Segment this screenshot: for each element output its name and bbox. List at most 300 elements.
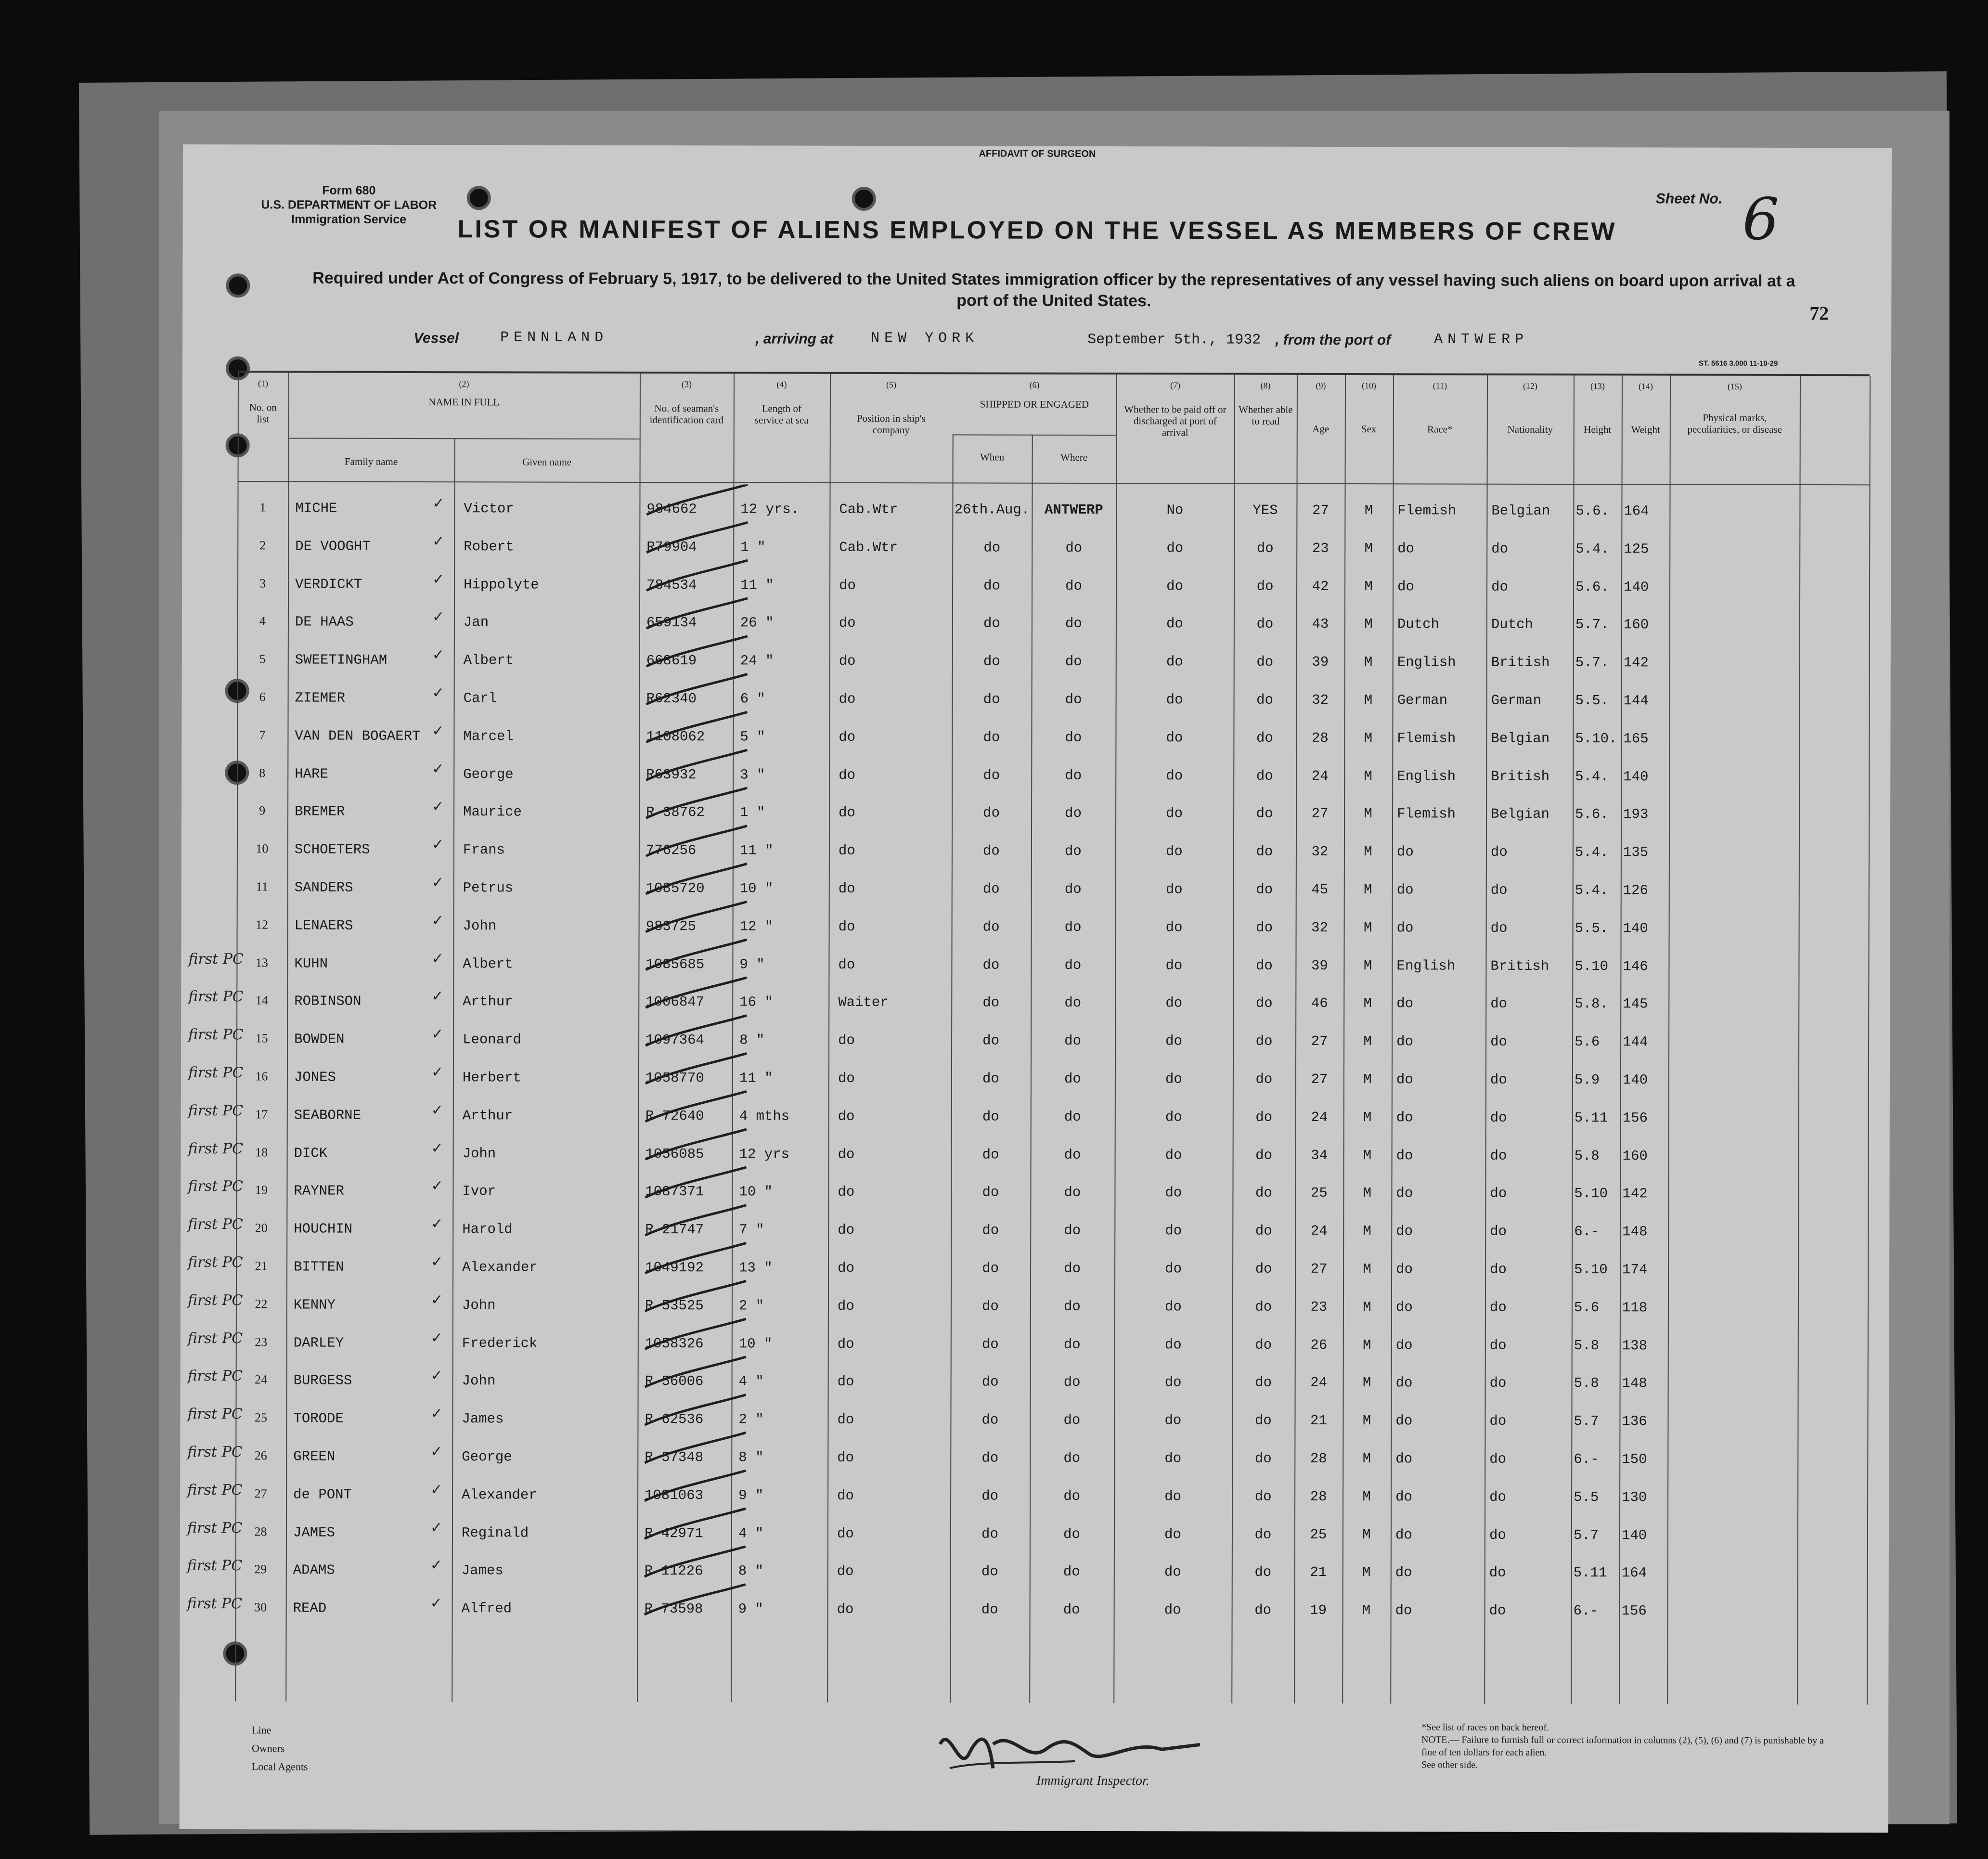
punch-hole <box>226 273 250 297</box>
height: 5.4. <box>1575 882 1609 899</box>
col-header-service: Length of service at sea <box>754 402 809 426</box>
col-num-1: (1) <box>258 378 268 388</box>
row-number: 9 <box>259 803 266 818</box>
row-number: 20 <box>255 1221 268 1235</box>
row-number: 26 <box>254 1448 267 1463</box>
weight: 136 <box>1622 1413 1647 1430</box>
col-header-weight: Weight <box>1631 424 1660 436</box>
able-to-read: do <box>1256 616 1274 633</box>
sex: M <box>1364 503 1373 519</box>
service-length: 8 " <box>738 1563 764 1579</box>
age: 25 <box>1310 1526 1327 1543</box>
weight: 126 <box>1623 882 1649 899</box>
weight: 148 <box>1622 1375 1647 1392</box>
age: 28 <box>1311 730 1329 746</box>
family-name: ROBINSON <box>294 993 361 1010</box>
family-name: KENNY <box>293 1297 336 1313</box>
age: 25 <box>1311 1185 1328 1201</box>
height: 5.11 <box>1573 1565 1607 1581</box>
nationality: do <box>1491 541 1509 557</box>
given-name: Arthur <box>463 994 513 1010</box>
weight: 130 <box>1622 1489 1647 1506</box>
height: 5.8 <box>1574 1375 1599 1392</box>
height: 5.10 <box>1575 958 1609 974</box>
nationality: do <box>1490 882 1508 898</box>
check-mark-icon: ✓ <box>431 1139 443 1157</box>
weight: 156 <box>1621 1603 1647 1619</box>
form-number: Form 680 <box>322 183 376 197</box>
able-to-read: do <box>1256 843 1273 860</box>
shipped-where: do <box>1063 1526 1080 1542</box>
family-name: GREEN <box>293 1448 336 1465</box>
nationality: British <box>1490 958 1549 974</box>
margin-note: first PC <box>188 1216 243 1233</box>
age: 28 <box>1310 1450 1327 1467</box>
col-num-8: (8) <box>1260 380 1271 390</box>
height: 5.11 <box>1574 1110 1608 1126</box>
position: do <box>839 691 856 707</box>
inspector-label: Immigrant Inspector. <box>1036 1773 1149 1789</box>
family-name: BURGESS <box>293 1372 352 1389</box>
col-num-13: (13) <box>1590 381 1605 391</box>
shipped-where: do <box>1064 843 1082 860</box>
age: 32 <box>1311 919 1329 936</box>
height: 5.8. <box>1575 996 1608 1012</box>
given-name: James <box>461 1562 503 1579</box>
shipped-when: do <box>982 957 1000 973</box>
position: Waiter <box>838 994 889 1011</box>
margin-note: first PC <box>188 1064 244 1082</box>
strike-mark <box>645 1053 747 1084</box>
position: do <box>839 805 855 821</box>
margin-note: first PC <box>187 1444 243 1461</box>
row-number: 23 <box>255 1334 268 1349</box>
age: 24 <box>1311 1109 1328 1125</box>
paid-off: No <box>1166 502 1184 518</box>
seaman-card-number: R 38762 <box>646 804 705 821</box>
strike-mark <box>645 1433 746 1466</box>
shipped-where: do <box>1063 1412 1081 1429</box>
able-to-read: do <box>1256 881 1273 898</box>
nationality: do <box>1489 1527 1506 1543</box>
able-to-read: do <box>1256 919 1273 936</box>
shipped-where: do <box>1065 578 1083 594</box>
race: do <box>1395 1564 1412 1581</box>
race: do <box>1396 1033 1413 1050</box>
paid-off: do <box>1164 1412 1182 1429</box>
nationality: do <box>1490 920 1508 936</box>
sex: M <box>1364 616 1373 633</box>
shipped-where: do <box>1065 654 1082 670</box>
service-length: 1 " <box>740 539 766 555</box>
from-port: ANTWERP <box>1434 331 1529 348</box>
family-name: LENAERS <box>294 917 353 934</box>
fine-note: NOTE.— Failure to furnish full or correct information in columns (2), (5), (6) and (7) is punishable by a fine of ten dollars for each alien. <box>1421 1734 1824 1758</box>
strike-mark <box>645 826 747 859</box>
height: 5.6 <box>1575 1034 1600 1050</box>
given-name: Reginald <box>461 1524 529 1541</box>
family-name: SCHOETERS <box>294 841 370 858</box>
service-length: 11 " <box>739 842 774 859</box>
check-mark-icon: ✓ <box>432 608 445 626</box>
able-to-read: do <box>1255 1109 1273 1125</box>
family-name: VERDICKT <box>295 576 362 593</box>
shipped-where: do <box>1063 1336 1081 1353</box>
shipped-when: do <box>981 1563 998 1580</box>
row-number: 30 <box>254 1600 267 1614</box>
check-mark-icon: ✓ <box>431 988 444 1005</box>
nationality: Dutch <box>1491 617 1533 633</box>
col-num-5: (5) <box>886 380 896 390</box>
strike-mark <box>645 1205 746 1235</box>
age: 24 <box>1310 1375 1328 1391</box>
height: 5.4. <box>1575 844 1609 861</box>
seaman-card-number: R 42971 <box>644 1525 703 1541</box>
shipped-when: do <box>982 1033 1000 1049</box>
shipped-when: do <box>983 578 1001 594</box>
row-number: 25 <box>254 1410 267 1425</box>
seaman-card-number: R79904 <box>646 539 697 555</box>
punch-hole <box>467 186 491 210</box>
shipped-where: ANTWERP <box>1044 502 1103 518</box>
row-number: 8 <box>259 765 266 780</box>
shipped-where: do <box>1064 995 1082 1011</box>
row-number: 11 <box>256 879 268 894</box>
header-rule <box>288 438 640 439</box>
service-length: 9 " <box>738 1601 763 1617</box>
service-length: 4 " <box>738 1525 764 1542</box>
seaman-card-number: 1058326 <box>645 1335 704 1352</box>
position: do <box>838 1033 855 1049</box>
age: 21 <box>1310 1564 1327 1581</box>
age: 46 <box>1311 995 1328 1012</box>
col-num-15: (15) <box>1727 381 1742 391</box>
shipped-when: do <box>983 805 1000 821</box>
row-number: 2 <box>259 538 266 553</box>
seaman-card-number: R62340 <box>646 691 697 707</box>
col-header-height: Height <box>1584 424 1612 436</box>
nationality: do <box>1490 1033 1507 1050</box>
seaman-card-number: 659134 <box>646 615 697 631</box>
service-length: 8 " <box>739 1032 765 1048</box>
position: do <box>837 1449 854 1466</box>
able-to-read: do <box>1255 1261 1272 1277</box>
page-number: 72 <box>1809 302 1829 324</box>
given-name: Hippolyte <box>464 576 539 593</box>
paid-off: do <box>1165 1147 1182 1163</box>
family-name: JAMES <box>293 1524 336 1541</box>
weight: 142 <box>1622 1186 1648 1202</box>
service-length: 3 " <box>740 767 765 783</box>
col-header-when: When <box>980 451 1005 463</box>
position: do <box>838 880 855 897</box>
given-name: Albert <box>463 652 514 669</box>
race: do <box>1395 1602 1412 1619</box>
able-to-read: do <box>1254 1602 1272 1618</box>
check-mark-icon: ✓ <box>430 1329 443 1346</box>
age: 39 <box>1312 654 1329 671</box>
seaman-card-number: R 53525 <box>645 1297 704 1314</box>
nationality: British <box>1491 768 1550 785</box>
shipped-when: do <box>981 1601 998 1618</box>
nationality: German <box>1491 692 1542 709</box>
margin-note: first PC <box>187 1368 243 1385</box>
shipped-when: 26th.Aug. <box>954 502 1030 518</box>
check-mark-icon: ✓ <box>430 1557 442 1574</box>
check-mark-icon: ✓ <box>431 1215 443 1233</box>
able-to-read: do <box>1256 540 1274 556</box>
sex: M <box>1363 957 1372 974</box>
given-name: Leonard <box>463 1032 521 1048</box>
weight: 174 <box>1622 1262 1648 1278</box>
seaman-card-number: 1085685 <box>645 956 705 972</box>
age: 27 <box>1311 806 1329 822</box>
shipped-when: do <box>982 1109 999 1125</box>
family-name: SANDERS <box>294 879 353 896</box>
from-label: , from the port of <box>1275 332 1391 349</box>
check-mark-icon: ✓ <box>431 1253 443 1271</box>
shipped-where: do <box>1065 729 1082 746</box>
given-name: Herbert <box>462 1070 521 1086</box>
row-number: 13 <box>255 955 268 969</box>
check-mark-icon: ✓ <box>430 1367 443 1384</box>
row-number: 5 <box>259 652 266 666</box>
sex: M <box>1364 768 1372 784</box>
row-number: 29 <box>254 1562 267 1576</box>
family-name: SWEETINGHAM <box>295 652 387 669</box>
weight: 164 <box>1621 1565 1647 1581</box>
sex: M <box>1364 540 1373 556</box>
shipped-where: do <box>1065 616 1082 632</box>
row-number: 14 <box>255 993 268 1007</box>
sex: M <box>1362 1413 1371 1429</box>
margin-note: first PC <box>188 1140 244 1157</box>
given-name: Frans <box>463 842 505 858</box>
check-mark-icon: ✓ <box>432 646 444 664</box>
row-number: 4 <box>259 614 266 628</box>
family-name: HOUCHIN <box>294 1221 353 1237</box>
paid-off: do <box>1165 1223 1182 1239</box>
able-to-read: do <box>1255 1185 1272 1201</box>
service-length: 10 " <box>739 1184 773 1200</box>
family-name: de PONT <box>293 1486 352 1503</box>
sex: M <box>1362 1526 1371 1543</box>
shipped-when: do <box>983 540 1001 556</box>
nationality: do <box>1489 1337 1507 1354</box>
given-name: Alexander <box>462 1487 537 1503</box>
check-mark-icon: ✓ <box>432 495 445 512</box>
strike-mark <box>646 484 748 515</box>
weight: 160 <box>1622 1148 1648 1164</box>
paid-off: do <box>1164 1564 1181 1580</box>
shipped-when: do <box>983 691 1000 708</box>
able-to-read: YES <box>1252 502 1278 518</box>
row-number: 21 <box>255 1259 268 1273</box>
able-to-read: do <box>1255 1375 1272 1391</box>
seaman-card-number: 1085720 <box>645 880 705 897</box>
height: 5.7. <box>1575 617 1609 633</box>
check-mark-icon: ✓ <box>431 1026 444 1043</box>
position: do <box>837 1563 854 1580</box>
position: do <box>838 1070 855 1086</box>
family-name: DICK <box>294 1145 328 1162</box>
shipped-when: do <box>982 843 1000 859</box>
owners-label: Owners <box>251 1742 285 1755</box>
strike-mark <box>646 598 748 628</box>
row-number: 12 <box>256 917 269 932</box>
check-mark-icon: ✓ <box>431 1064 444 1081</box>
row-number: 22 <box>255 1297 268 1311</box>
col-num-4: (4) <box>776 379 787 389</box>
position: do <box>838 1146 855 1162</box>
seaman-card-number: R 56006 <box>645 1373 704 1390</box>
seaman-card-number: R63932 <box>646 766 697 783</box>
service-name: Immigration Service <box>291 212 407 226</box>
seaman-card-number: R 21747 <box>645 1222 704 1238</box>
row-number: 16 <box>255 1069 268 1084</box>
race: do <box>1397 578 1414 594</box>
margin-note: first PC <box>187 1291 243 1309</box>
position: do <box>839 767 856 783</box>
height: 5.4. <box>1575 768 1609 785</box>
paid-off: do <box>1164 1450 1182 1467</box>
race: English <box>1396 957 1456 974</box>
shipped-when: do <box>983 767 1000 784</box>
nationality: do <box>1490 1186 1507 1202</box>
service-length: 9 " <box>738 1487 764 1504</box>
col-header-position: Position in ship's company <box>856 412 926 436</box>
sex: M <box>1363 1185 1372 1201</box>
sheet-label: Sheet No. <box>1655 191 1723 207</box>
seaman-card-number: 784534 <box>646 577 697 593</box>
seaman-card-number: R 57348 <box>645 1449 704 1466</box>
card-strike-marks <box>634 484 762 1736</box>
col-num-11: (11) <box>1433 381 1447 391</box>
sex: M <box>1363 1109 1372 1125</box>
age: 27 <box>1310 1261 1328 1277</box>
weight: 140 <box>1623 920 1648 937</box>
weight: 165 <box>1623 731 1649 747</box>
height: 5.5. <box>1575 693 1609 709</box>
service-length: 16 " <box>739 994 773 1010</box>
strike-mark <box>646 636 748 666</box>
family-name: SEABORNE <box>294 1107 361 1123</box>
race: Dutch <box>1397 616 1439 633</box>
age: 27 <box>1311 1071 1328 1087</box>
sex: M <box>1364 578 1373 594</box>
col-header-shipped: SHIPPED OR ENGAGED <box>980 398 1089 410</box>
strike-mark <box>645 977 747 1007</box>
sex: M <box>1362 1451 1371 1467</box>
nationality: do <box>1490 1072 1507 1088</box>
nationality: do <box>1489 1602 1506 1619</box>
shipped-where: do <box>1065 805 1082 822</box>
able-to-read: do <box>1255 995 1273 1012</box>
row-number: 15 <box>255 1031 268 1046</box>
family-name: VAN DEN BOGAERT <box>295 728 421 744</box>
family-name: DARLEY <box>293 1335 344 1351</box>
able-to-read: do <box>1256 692 1274 708</box>
given-name: Marcel <box>463 728 514 745</box>
margin-note: first PC <box>187 1595 243 1613</box>
strike-mark <box>645 1167 746 1197</box>
strike-mark <box>645 1281 746 1311</box>
sex: M <box>1362 1602 1371 1619</box>
shipped-when: do <box>982 881 1000 897</box>
family-name: READ <box>293 1600 327 1616</box>
weight: 156 <box>1622 1110 1648 1126</box>
seaman-card-number: 1097364 <box>645 1032 704 1048</box>
able-to-read: do <box>1255 1223 1272 1239</box>
margin-note: first PC <box>187 1481 243 1499</box>
check-mark-icon: ✓ <box>430 1519 443 1536</box>
race: do <box>1396 920 1414 936</box>
paid-off: do <box>1164 1488 1182 1505</box>
strike-mark <box>646 750 747 780</box>
shipped-when: do <box>983 615 1000 632</box>
position: do <box>838 1184 855 1201</box>
shipped-where: do <box>1065 540 1083 556</box>
strike-mark <box>646 712 747 742</box>
sex: M <box>1363 1147 1372 1163</box>
family-name: BOWDEN <box>294 1031 345 1047</box>
height: 5.8 <box>1574 1148 1600 1164</box>
race: Flemish <box>1397 503 1457 519</box>
given-name: George <box>462 1449 512 1465</box>
given-name: Jan <box>463 614 489 631</box>
seaman-card-number: 984662 <box>646 501 697 517</box>
position: Cab.Wtr <box>839 539 898 555</box>
check-mark-icon: ✓ <box>432 722 444 739</box>
weight: 164 <box>1624 503 1649 519</box>
col-header-race: Race* <box>1427 423 1453 435</box>
shipped-where: do <box>1064 1223 1081 1239</box>
nationality: do <box>1491 579 1508 595</box>
seaman-card-number: 1108062 <box>646 728 705 745</box>
service-length: 12 " <box>739 918 774 935</box>
sex: M <box>1363 1223 1372 1239</box>
row-number: 3 <box>259 576 266 590</box>
check-mark-icon: ✓ <box>431 912 444 929</box>
paid-off: do <box>1166 654 1183 670</box>
height: 5.7. <box>1575 655 1609 671</box>
weight: 193 <box>1623 806 1649 823</box>
height: 5.6. <box>1575 806 1609 823</box>
height: 5.4. <box>1575 541 1609 557</box>
race: do <box>1396 844 1414 860</box>
height: 6.- <box>1574 1224 1600 1240</box>
strike-mark <box>645 1471 746 1504</box>
seaman-card-number: 1049192 <box>645 1260 704 1276</box>
age: 24 <box>1311 768 1329 784</box>
able-to-read: do <box>1254 1488 1272 1505</box>
age: 27 <box>1311 1033 1328 1050</box>
given-name: Carl <box>463 690 497 707</box>
shipped-when: do <box>981 1412 999 1428</box>
shipped-where: do <box>1064 1185 1081 1201</box>
race: do <box>1397 541 1415 557</box>
shipped-where: do <box>1064 881 1082 897</box>
nationality: Belgian <box>1491 806 1549 823</box>
strike-mark <box>645 1319 746 1349</box>
given-name: Ivor <box>462 1183 496 1200</box>
race: do <box>1396 1223 1413 1239</box>
weight: 144 <box>1623 1034 1648 1050</box>
shipped-when: do <box>982 1071 999 1087</box>
col-header-card: No. of seaman's identification card <box>649 402 724 426</box>
paid-off: do <box>1164 1374 1182 1391</box>
paid-off: do <box>1165 919 1183 936</box>
